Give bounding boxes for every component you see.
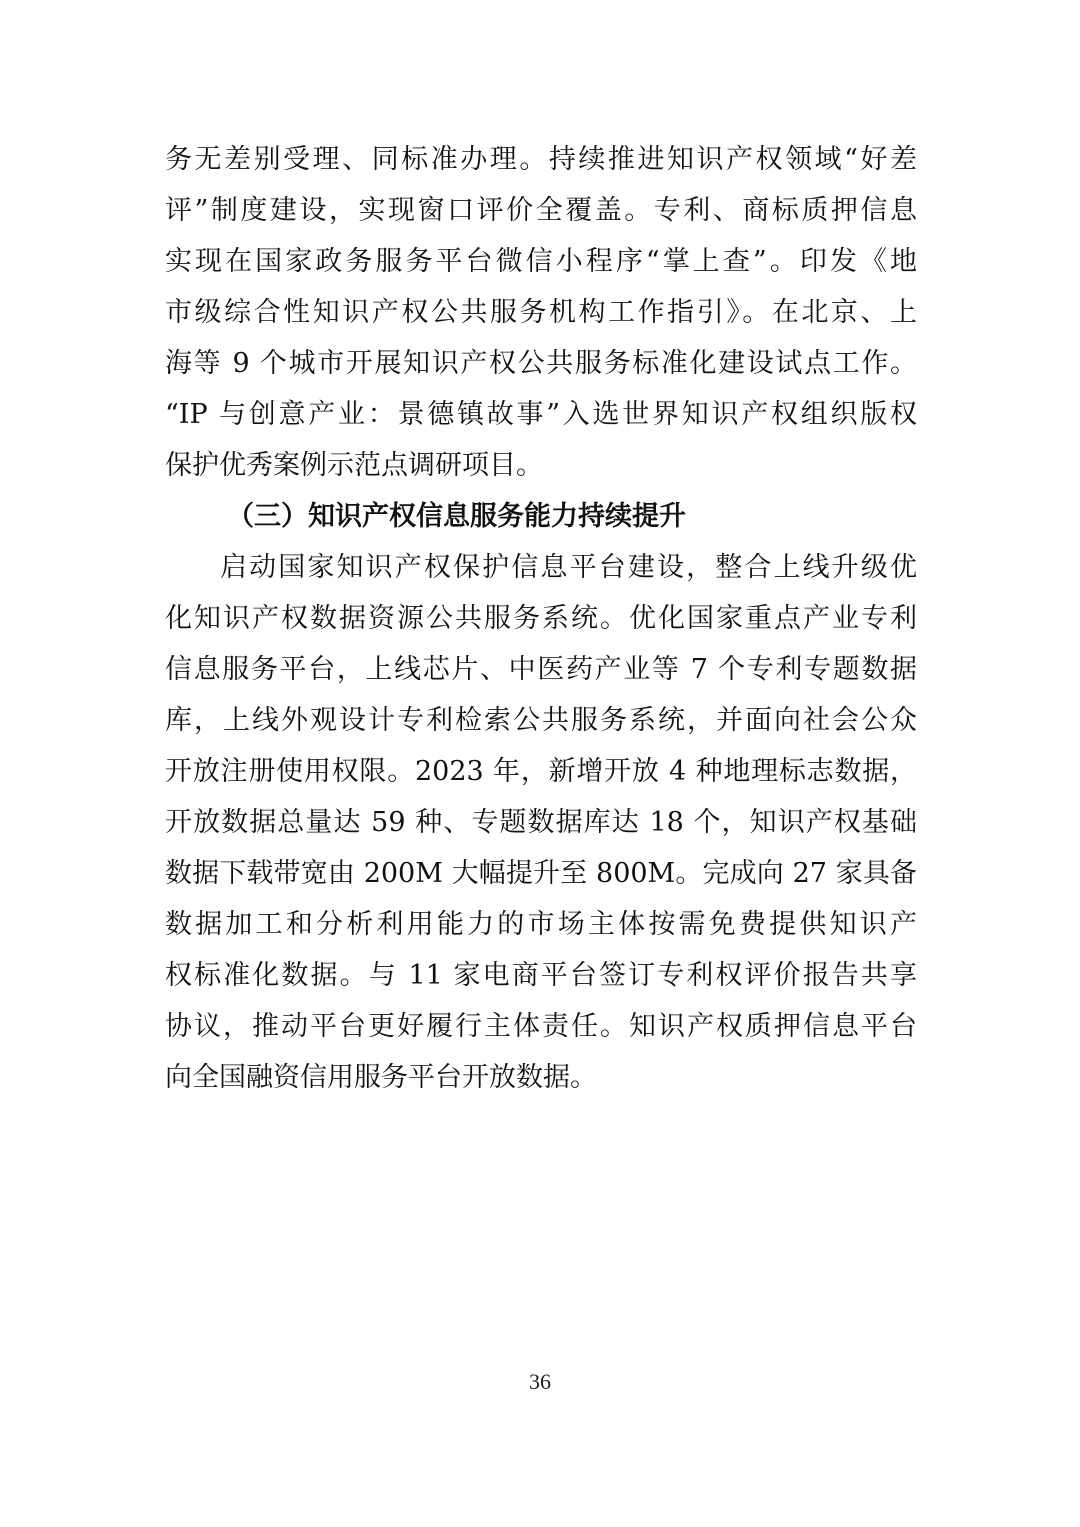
text-line: 权标准化数据。与 11 家电商平台签订专利权评价报告共享 [165, 960, 917, 991]
text-line: 库，上线外观设计专利检索公共服务系统，并面向社会公众 [165, 705, 917, 736]
text-line: 海等 9 个城市开展知识产权公共服务标准化建设试点工作。 [165, 348, 917, 379]
body-text-top [165, 134, 917, 491]
text-line: 启动国家知识产权保护信息平台建设，整合上线升级优 [220, 552, 917, 583]
text-line: 数据下载带宽由 200M 大幅提升至 800M。完成向 27 家具备 [165, 858, 917, 889]
text-line: 保护优秀案例示范点调研项目。 [165, 450, 543, 481]
text-line: 市级综合性知识产权公共服务机构工作指引》。在北京、上 [165, 297, 917, 328]
body-text-section [165, 542, 917, 1103]
text-line: 开放数据总量达 59 种、专题数据库达 18 个，知识产权基础 [165, 807, 917, 838]
section-heading: （三）知识产权信息服务能力持续提升 [227, 501, 686, 532]
text-line: 数据加工和分析利用能力的市场主体按需免费提供知识产 [165, 909, 917, 940]
text-line: “IP 与创意产业：景德镇故事”入选世界知识产权组织版权 [165, 399, 917, 430]
page-number: 36 [529, 1369, 551, 1394]
text-line: 实现在国家政务服务平台微信小程序“掌上查”。印发《地 [165, 246, 917, 277]
text-line: 向全国融资信用服务平台开放数据。 [165, 1062, 597, 1093]
section-heading-block [165, 491, 917, 542]
text-line: 化知识产权数据资源公共服务系统。优化国家重点产业专利 [165, 603, 917, 634]
text-line: 开放注册使用权限。2023 年，新增开放 4 种地理标志数据， [165, 756, 917, 787]
text-line: 评”制度建设，实现窗口评价全覆盖。专利、商标质押信息 [165, 195, 917, 226]
text-line: 务无差别受理、同标准办理。持续推进知识产权领域“好差 [165, 144, 917, 175]
text-line: 信息服务平台，上线芯片、中医药产业等 7 个专利专题数据 [165, 654, 917, 685]
text-line: 协议，推动平台更好履行主体责任。知识产权质押信息平台 [165, 1011, 917, 1042]
